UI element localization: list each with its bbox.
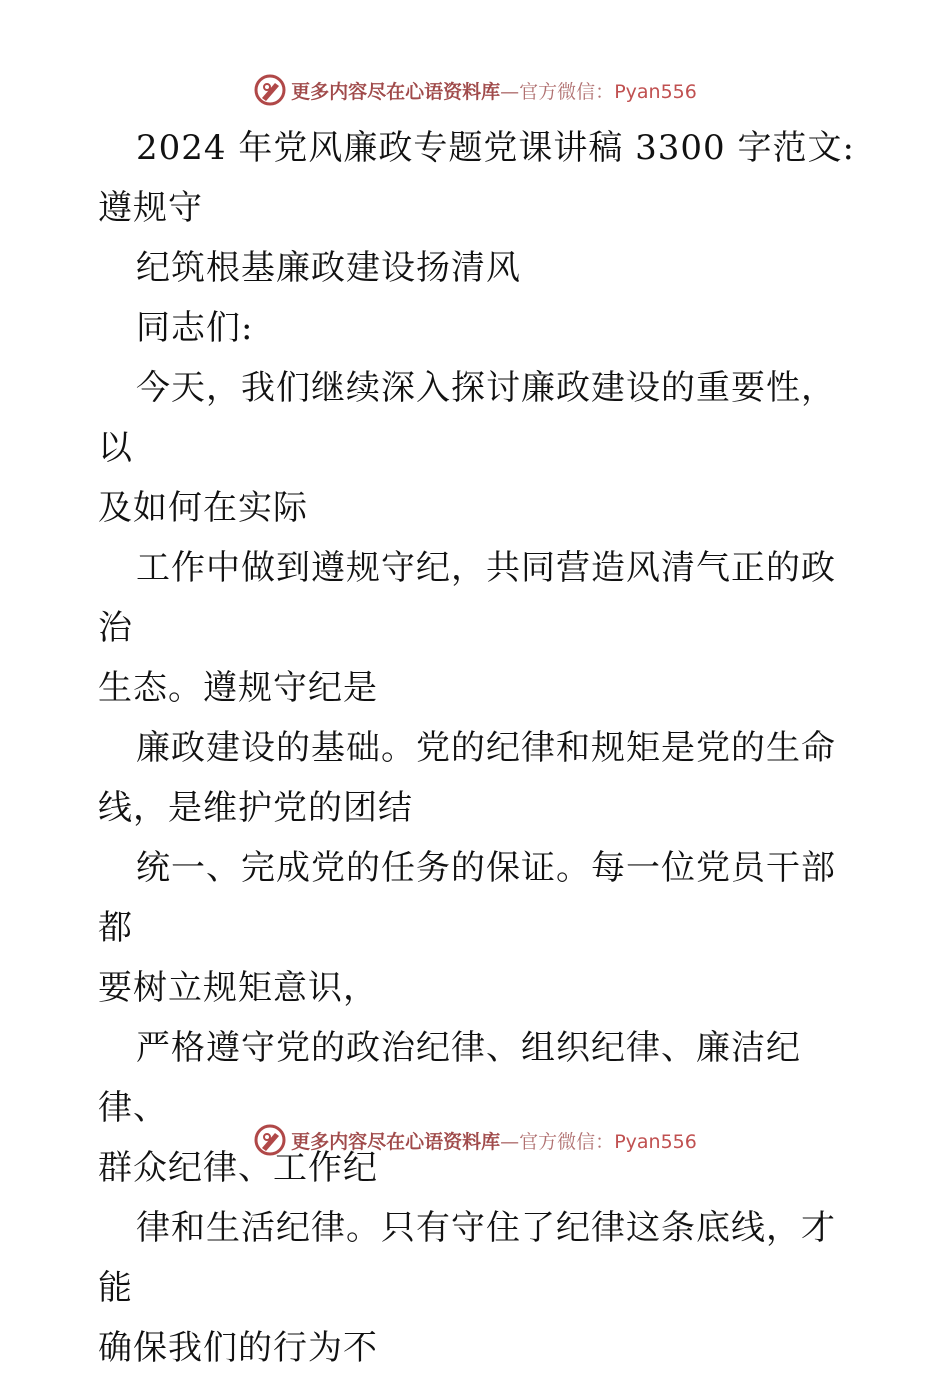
watermark-text	[291, 1127, 697, 1154]
paragraph-continuation: 线，是维护党的团结	[98, 788, 413, 828]
watermark-main: 更多内容尽在心语资料库	[291, 80, 501, 103]
header-watermark	[0, 70, 950, 110]
watermark-text	[291, 77, 697, 104]
paragraph-continuation: 群众纪律、工作纪	[98, 1148, 378, 1188]
watermark-separator: —官方微信：	[500, 1130, 615, 1153]
paragraph-line: 纪筑根基廉政建设扬清风	[136, 248, 521, 288]
paragraph-continuation: 遵规守	[98, 188, 203, 228]
paragraph-subtitle	[98, 238, 858, 298]
paragraph-line: 同志们:	[136, 308, 254, 348]
paragraph	[98, 538, 858, 718]
pen-logo-icon	[253, 73, 287, 107]
paragraph-line: 廉政建设的基础。党的纪律和规矩是党的生命	[136, 728, 836, 768]
paragraph	[98, 718, 858, 838]
paragraph-continuation: 要树立规矩意识，	[98, 968, 378, 1008]
paragraph	[98, 358, 858, 538]
footer-watermark	[0, 1120, 950, 1160]
paragraph-title	[98, 118, 858, 238]
paragraph-line: 统一、完成党的任务的保证。每一位党员干部都	[98, 848, 836, 948]
paragraph	[98, 838, 858, 1018]
pen-logo-icon	[253, 1123, 287, 1157]
paragraph-greeting	[98, 298, 858, 358]
paragraph-continuation: 及如何在实际	[98, 488, 308, 528]
watermark-wechat-id: Pyan556	[614, 80, 697, 103]
watermark-main: 更多内容尽在心语资料库	[291, 1130, 501, 1153]
paragraph	[98, 1018, 858, 1198]
paragraph-continuation: 确保我们的行为不	[98, 1328, 378, 1368]
paragraph-line: 严格遵守党的政治纪律、组织纪律、廉洁纪律、	[98, 1028, 801, 1128]
paragraph-line: 今天，我们继续深入探讨廉政建设的重要性，以	[98, 368, 836, 468]
watermark-separator: —官方微信：	[500, 80, 615, 103]
paragraph-line: 2024 年党风廉政专题党课讲稿 3300 字范文:	[136, 128, 855, 168]
watermark-wechat-id: Pyan556	[614, 1130, 697, 1153]
paragraph-line: 工作中做到遵规守纪，共同营造风清气正的政治	[98, 548, 836, 648]
paragraph-line: 律和生活纪律。只有守住了纪律这条底线，才能	[98, 1208, 836, 1308]
document-body	[98, 118, 858, 1378]
paragraph	[98, 1198, 858, 1378]
paragraph-continuation: 生态。遵规守纪是	[98, 668, 378, 708]
